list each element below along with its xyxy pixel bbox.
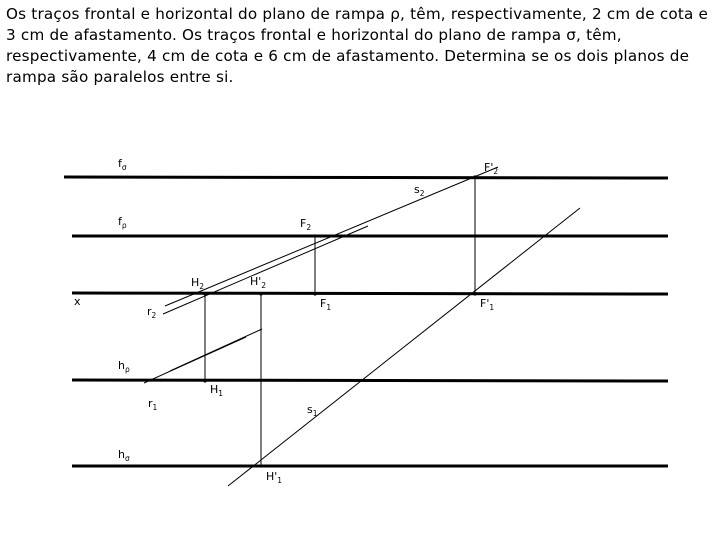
label-f-sigma: $f_\sigma$ — [118, 157, 127, 172]
label-s-2: $s_2$ — [414, 183, 425, 198]
label-r-1: $r_1$ — [148, 397, 158, 412]
label-H-prime-2: $H'_2$ — [250, 275, 267, 290]
label-x-axis: x — [74, 295, 81, 308]
point-F-prime-1 — [473, 292, 476, 295]
line-s1 — [228, 208, 580, 486]
label-h-rho: $h_\rho$ — [118, 359, 130, 374]
x-axis-line — [72, 293, 668, 294]
problem-statement: Os traços frontal e horizontal do plano de rampa ρ, têm, respectivamente, 2 cm de cota e 3 cm de afastamento. Os traços frontal e horizontal do plano de rampa σ, têm, respectivamente, 4 cm de cota e 6 cm de afastamento. Determina se os dois planos de rampa são paralelos entre si. — [6, 5, 709, 86]
point-F-2 — [313, 234, 316, 237]
label-F-1: $F_1$ — [320, 297, 332, 312]
point-F-prime-2 — [473, 175, 476, 178]
label-s-1: $s_1$ — [307, 403, 318, 418]
point-H-prime-1 — [259, 464, 262, 467]
label-H-1: $H_1$ — [210, 383, 224, 398]
label-F-prime-1: $F'_1$ — [480, 297, 495, 312]
point-F-1 — [313, 292, 316, 295]
label-H-2: $H_2$ — [191, 276, 205, 291]
point-H-1 — [203, 379, 206, 382]
point-H-prime-2 — [259, 292, 262, 295]
line-r1-ext — [170, 329, 262, 371]
label-r-2: $r_2$ — [147, 305, 157, 320]
line-r2 — [163, 226, 368, 314]
point-H-2 — [203, 292, 206, 295]
label-H-prime-1: $H'_1$ — [266, 470, 283, 485]
trace-h-rho — [72, 380, 668, 381]
label-F-2: $F_2$ — [300, 217, 312, 232]
label-h-sigma: $h_\sigma$ — [118, 448, 130, 463]
trace-f-sigma — [64, 177, 668, 178]
label-F-prime-2: $F'_2$ — [484, 161, 499, 176]
label-f-rho: $f_\rho$ — [118, 215, 127, 230]
